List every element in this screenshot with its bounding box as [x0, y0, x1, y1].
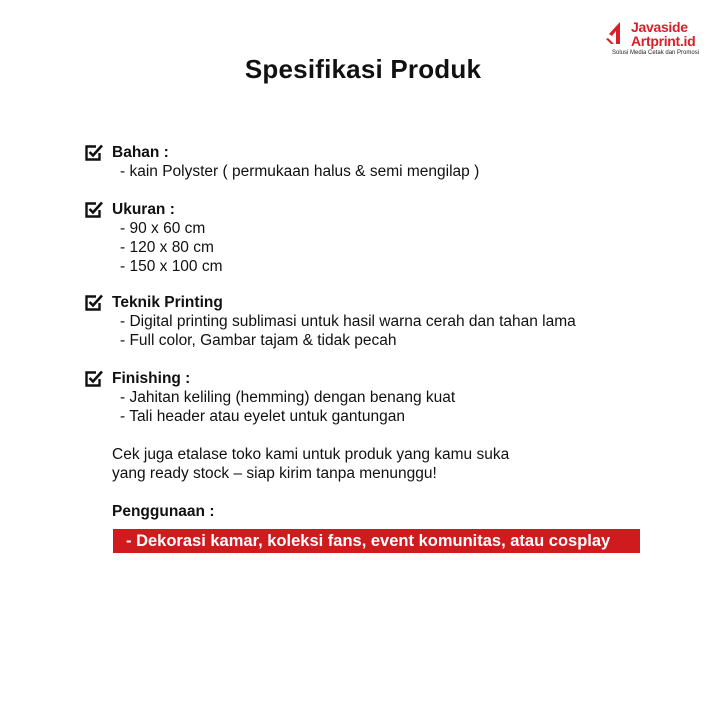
note-line: Cek juga etalase toko kami untuk produk yang kamu suka: [112, 446, 510, 463]
checkbox-checked-icon: [84, 201, 104, 219]
spec-item: - 120 x 80 cm: [120, 239, 214, 256]
spec-item: - Digital printing sublimasi untuk hasil warna cerah dan tahan lama: [120, 313, 576, 330]
spec-item: - Jahitan keliling (hemming) dengan benang kuat: [120, 389, 456, 406]
section-heading: Teknik Printing: [112, 294, 223, 311]
spec-item: - 150 x 100 cm: [120, 258, 223, 275]
note-line: yang ready stock – siap kirim tanpa menunggu!: [112, 465, 437, 482]
section-heading: Bahan :: [112, 144, 169, 161]
logo-tagline: Solusi Media Cetak dan Promosi: [612, 50, 700, 56]
spec-item: - Tali header atau eyelet untuk gantungan: [120, 408, 405, 425]
spec-section-bahan: [84, 143, 479, 181]
logo-mark-icon: [606, 20, 628, 46]
store-note: [112, 445, 509, 483]
checkbox-checked-icon: [84, 294, 104, 312]
section-heading: Finishing :: [112, 370, 191, 387]
section-heading: Ukuran :: [112, 201, 175, 218]
usage-highlight-banner: - Dekorasi kamar, koleksi fans, event komunitas, atau cosplay: [113, 529, 640, 553]
logo-line2: Artprint.id: [631, 33, 696, 49]
checkbox-checked-icon: [84, 370, 104, 388]
page-title: Spesifikasi Produk: [244, 54, 482, 84]
spec-section-ukuran: [84, 200, 223, 276]
spec-section-teknik-printing: [84, 293, 576, 350]
spec-section-finishing: [84, 369, 455, 426]
usage-heading: Penggunaan :: [112, 503, 215, 520]
checkbox-checked-icon: [84, 144, 104, 162]
spec-item: - kain Polyster ( permukaan halus & semi mengilap ): [120, 163, 480, 180]
spec-item: - Full color, Gambar tajam & tidak pecah: [120, 332, 397, 349]
logo-line1: Javaside: [631, 19, 688, 35]
spec-item: - 90 x 60 cm: [120, 220, 206, 237]
